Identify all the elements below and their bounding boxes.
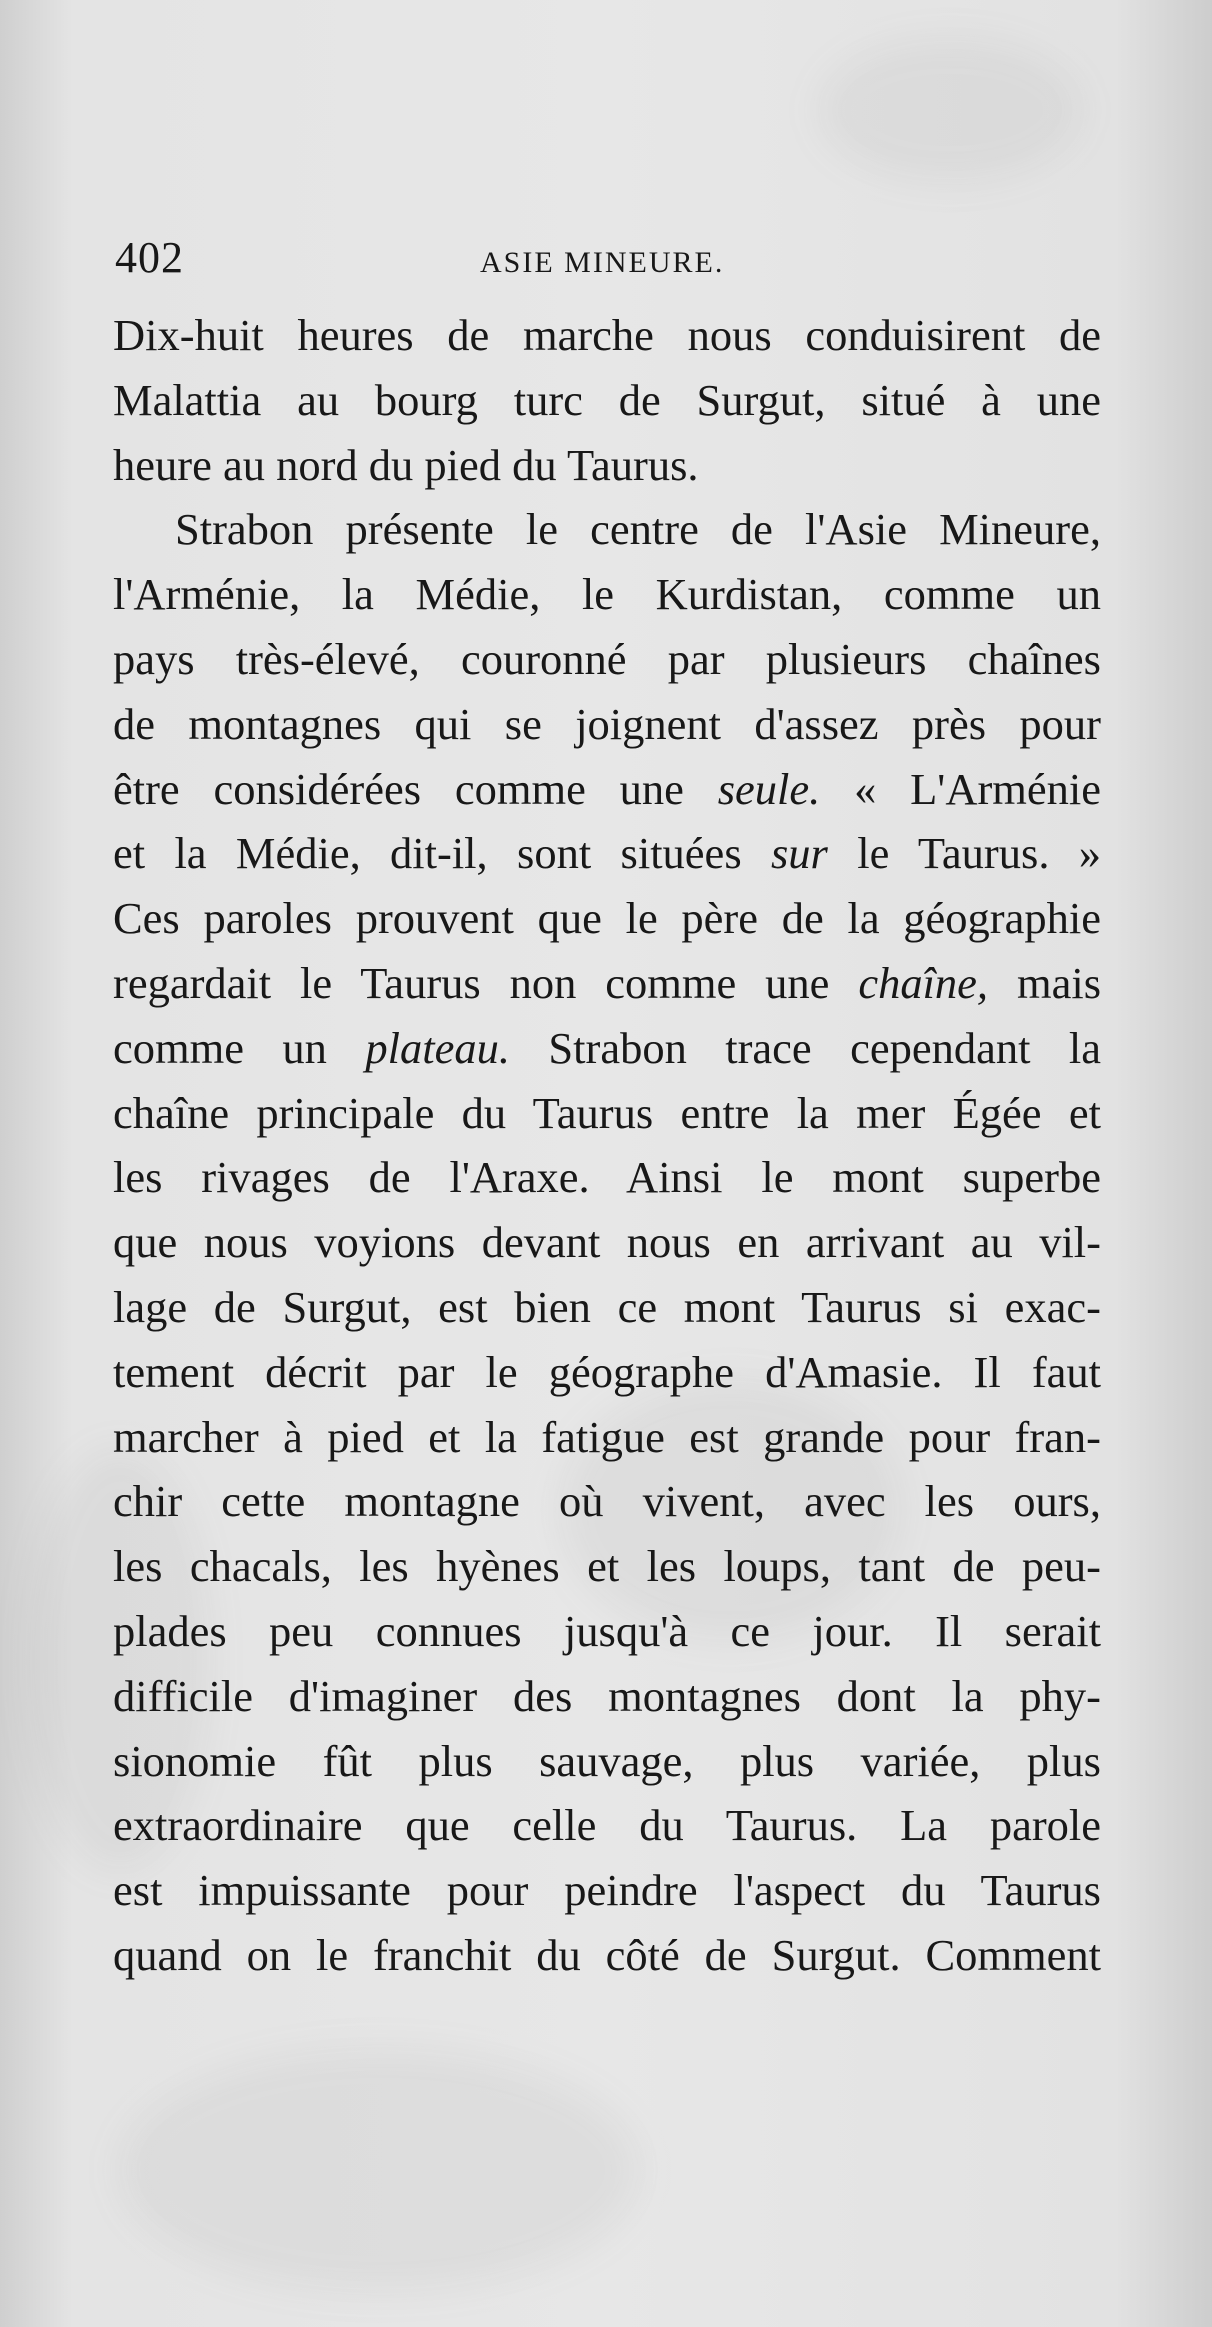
text-line: heure au nord du pied du Taurus.: [113, 439, 699, 490]
italic-word: seule.: [717, 763, 821, 814]
running-head: ASIE MINEURE.: [480, 246, 725, 279]
body-text: [113, 303, 1101, 1988]
text-segment: mais: [1016, 957, 1101, 1008]
text-line: [113, 757, 1101, 822]
text-line: les chacals, les hyènes et les loups, tant de peu-: [113, 1541, 1101, 1592]
text-line: extraordinaire que celle du Taurus. La parole: [113, 1800, 1101, 1851]
text-line: chaîne principale du Taurus entre la mer Égée et: [113, 1087, 1101, 1138]
text-segment: regardait le Taurus non comme une: [113, 957, 830, 1008]
text-line: que nous voyions devant nous en arrivant au vil-: [113, 1217, 1101, 1268]
text-line: tement décrit par le géographe d'Amasie. Il faut: [113, 1346, 1101, 1397]
text-segment: et la Médie, dit-il, sont situées: [113, 828, 742, 879]
text-line: lage de Surgut, est bien ce mont Taurus si exac-: [113, 1281, 1101, 1332]
text-line: difficile d'imaginer des montagnes dont la phy-: [113, 1670, 1101, 1721]
text-line: Ces paroles prouvent que le père de la géographie: [113, 893, 1101, 944]
italic-word: chaîne,: [858, 957, 989, 1008]
text-line: sionomie fût plus sauvage, plus variée, plus: [113, 1735, 1101, 1786]
text-line: l'Arménie, la Médie, le Kurdistan, comme un: [113, 569, 1101, 620]
text-segment: Strabon trace cependant la: [548, 1022, 1101, 1073]
text-line: [113, 821, 1101, 886]
page-stain: [120, 2050, 640, 2290]
text-line: plades peu connues jusqu'à ce jour. Il serait: [113, 1605, 1101, 1656]
text-line: marcher à pied et la fatigue est grande pour fran-: [113, 1411, 1101, 1462]
text-segment: le Taurus. »: [857, 828, 1101, 879]
text-line: est impuissante pour peindre l'aspect du Taurus: [113, 1865, 1101, 1916]
text-segment: comme un: [113, 1022, 327, 1073]
text-segment: être considérées comme une: [113, 763, 684, 814]
text-line: [113, 1016, 1101, 1081]
text-line: de montagnes qui se joignent d'assez près pour: [113, 698, 1101, 749]
page-number: 402: [115, 233, 184, 282]
text-line: Dix-huit heures de marche nous conduisirent de: [113, 310, 1101, 360]
italic-word: sur: [770, 828, 828, 879]
text-segment: « L'Arménie: [854, 763, 1101, 814]
text-line: [113, 951, 1101, 1016]
text-line: Strabon présente le centre de l'Asie Mineure,: [175, 504, 1101, 555]
text-line: Malattia au bourg turc de Surgut, situé à une: [113, 374, 1101, 425]
italic-word: plateau.: [365, 1022, 510, 1073]
text-line: les rivages de l'Araxe. Ainsi le mont superbe: [113, 1152, 1101, 1203]
page-stain: [820, 40, 1080, 180]
text-line: quand on le franchit du côté de Surgut. Comment: [113, 1929, 1101, 1980]
text-line: pays très-élevé, couronné par plusieurs chaînes: [113, 633, 1101, 684]
text-line: chir cette montagne où vivent, avec les ours,: [113, 1476, 1101, 1527]
page-header: [115, 232, 1105, 292]
